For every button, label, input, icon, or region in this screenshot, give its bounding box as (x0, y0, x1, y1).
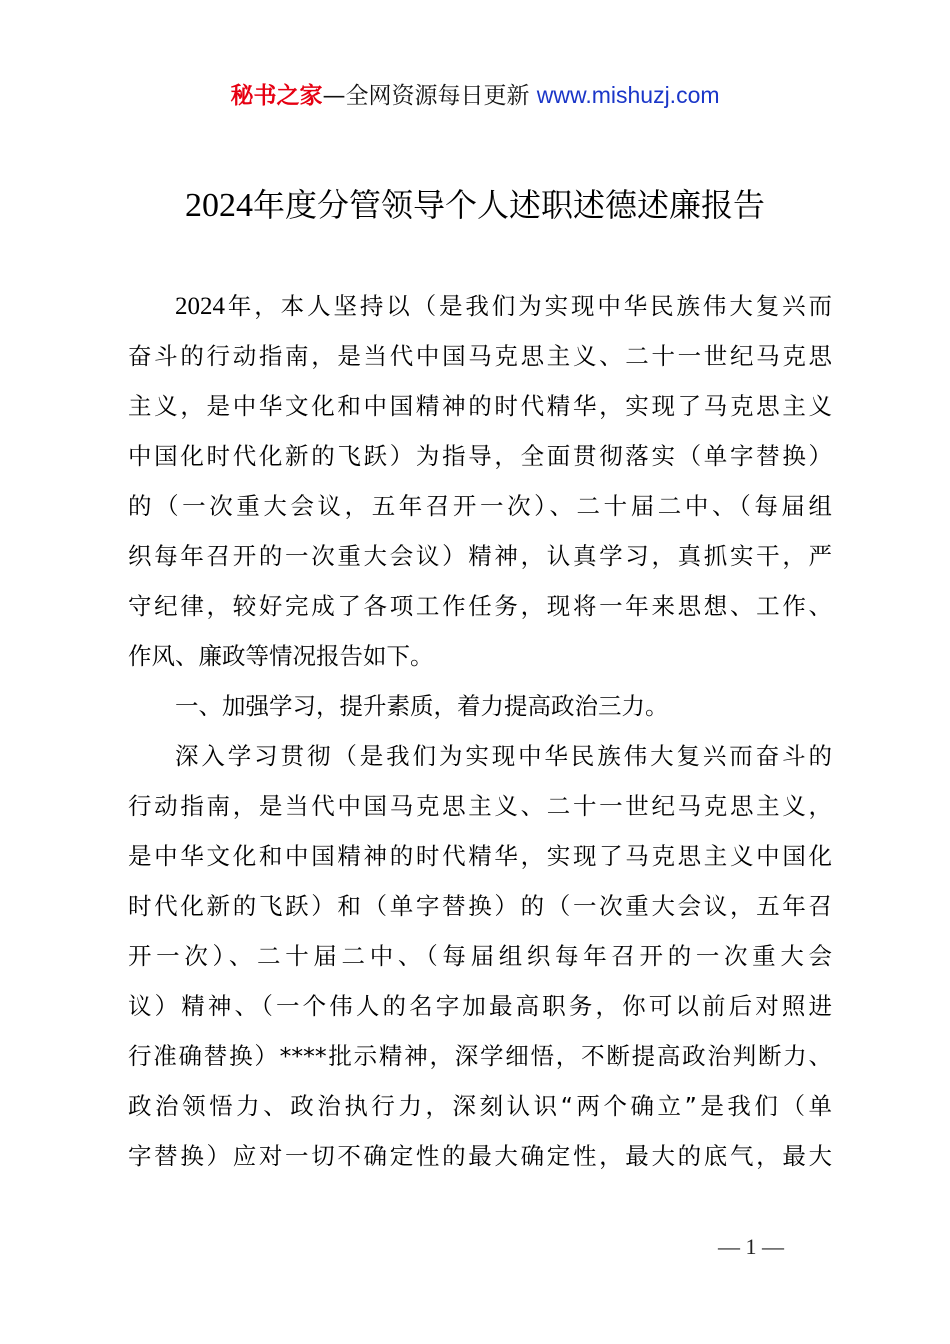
page-number: — 1 — (718, 1234, 784, 1259)
paragraph-line: 主义，是中华文化和中国精神的时代精华，实现了马克思主义 (128, 392, 832, 420)
paragraph-line: 的（一次重大会议，五年召开一次）、二十届二中、（每届组 (128, 492, 832, 520)
paragraph-line: 是中华文化和中国精神的时代精华，实现了马克思主义中国化 (128, 842, 832, 870)
paragraph-line: 政治领悟力、政治执行力，深刻认识“两个确立”是我们（单 (128, 1092, 832, 1120)
paragraph-line: 时代化新的飞跃）和（单字替换）的（一次重大会议，五年召 (128, 892, 832, 920)
paragraph-line: 字替换）应对一切不确定性的最大确定性，最大的底气，最大 (128, 1142, 832, 1170)
section-heading: 一、加强学习，提升素质，着力提高政治三力。 (175, 692, 669, 720)
document-body (128, 283, 832, 1183)
document-title: 2024年度分管领导个人述职述德述廉报告 (184, 186, 765, 224)
paragraph-line: 深入学习贯彻（是我们为实现中华民族伟大复兴而奋斗的 (175, 742, 832, 770)
brand-name: 秘书之家 (230, 83, 323, 109)
paragraph-line: 开一次）、二十届二中、（每届组织每年召开的一次重大会 (128, 942, 832, 970)
paragraph-line: 作风、廉政等情况报告如下。 (128, 642, 434, 670)
paragraph-line: 织每年召开的一次重大会议）精神，认真学习，真抓实干，严 (128, 542, 832, 570)
paragraph-line: 守纪律，较好完成了各项工作任务，现将一年来思想、工作、 (128, 592, 832, 620)
site-url-link[interactable]: www.mishuzj.com (536, 82, 720, 108)
paragraph-line: 行动指南，是当代中国马克思主义、二十一世纪马克思主义， (128, 792, 832, 820)
header-tagline: —全网资源每日更新 (322, 83, 530, 109)
paragraph-line: 2024年，本人坚持以（是我们为实现中华民族伟大复兴而 (175, 292, 832, 320)
paragraph-line: 中国化时代化新的飞跃）为指导，全面贯彻落实（单字替换） (128, 442, 832, 470)
paragraph-line: 议）精神、（一个伟人的名字加最高职务，你可以前后对照进 (128, 992, 832, 1020)
site-header (0, 78, 950, 113)
paragraph-line: 奋斗的行动指南，是当代中国马克思主义、二十一世纪马克思 (128, 342, 832, 370)
paragraph-line: 行准确替换）****批示精神，深学细悟，不断提高政治判断力、 (128, 1042, 832, 1070)
